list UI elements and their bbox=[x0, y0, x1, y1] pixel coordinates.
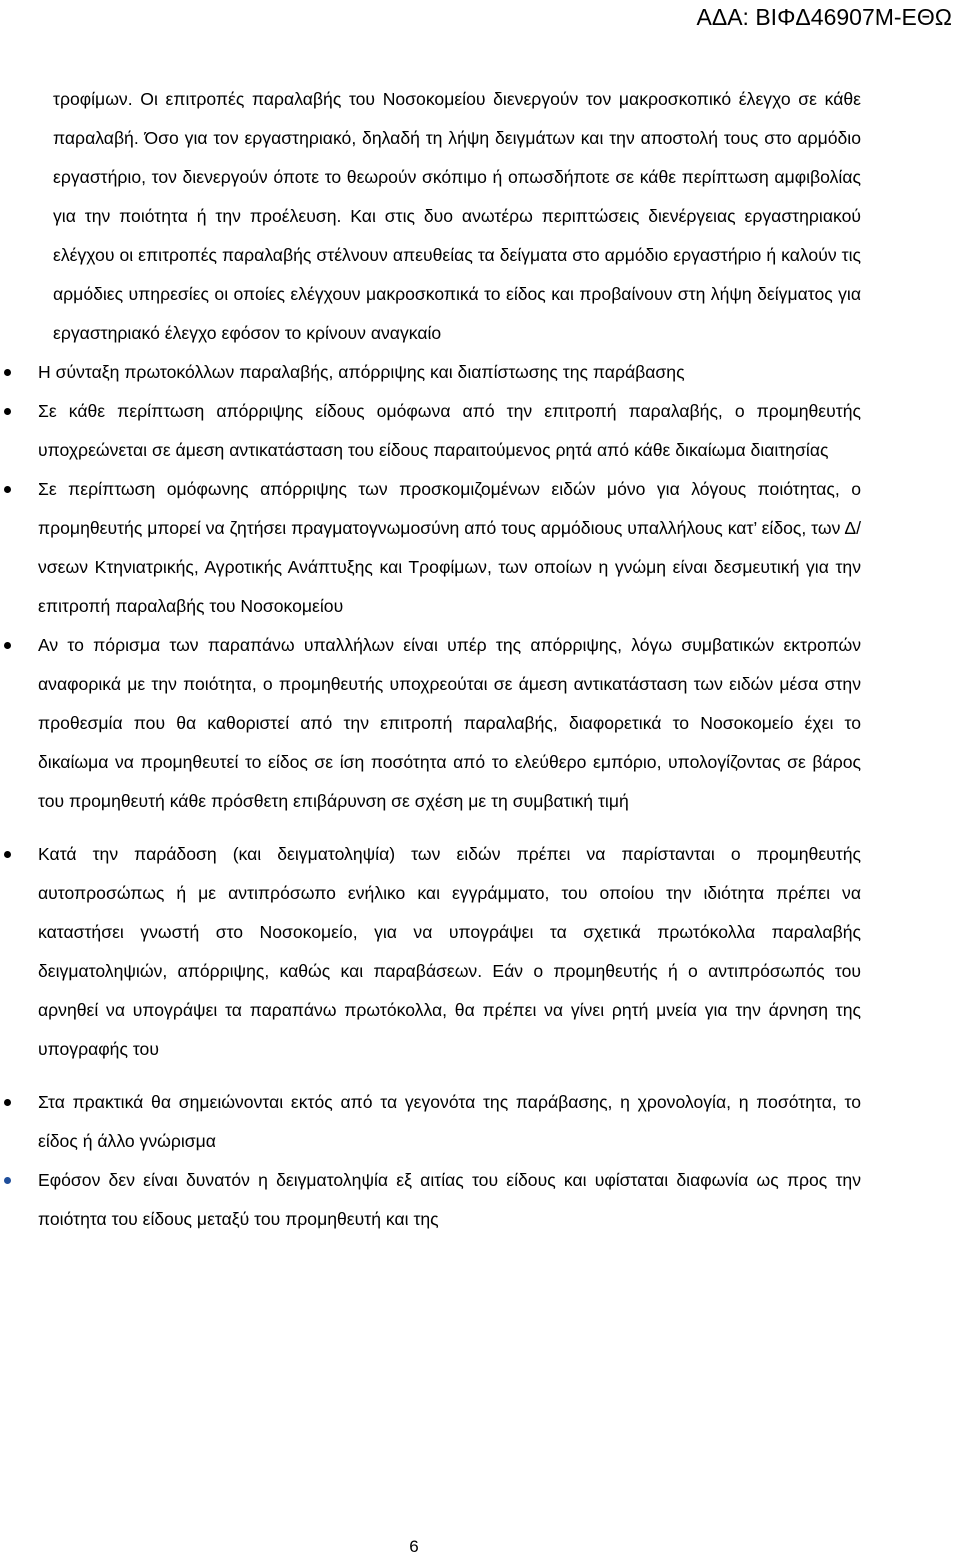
bullet-dot-icon bbox=[4, 369, 11, 376]
list-item-text: Εφόσον δεν είναι δυνατόν η δειγματοληψία εξ αιτίας του είδους και υφίσταται διαφωνία ως προς την ποιότητα του είδους μεταξύ του προμηθευτή και της bbox=[38, 1170, 861, 1229]
bullet-dot-icon bbox=[4, 851, 11, 858]
list-item bbox=[38, 353, 861, 392]
ada-code-header: ΑΔΑ: ΒΙΦΔ46907Μ-ΕΘΩ bbox=[696, 4, 952, 30]
list-item bbox=[38, 626, 861, 821]
bullet-dot-icon bbox=[4, 642, 11, 649]
bullet-dot-icon bbox=[4, 1177, 11, 1184]
list-item bbox=[38, 1161, 861, 1239]
bullet-dot-icon bbox=[4, 408, 11, 415]
page-number: 6 bbox=[409, 1537, 419, 1556]
bullet-list bbox=[0, 353, 960, 1239]
list-item-text: Σε περίπτωση ομόφωνης απόρριψης των προσκομιζομένων ειδών μόνο για λόγους ποιότητας, ο προμηθευτής μπορεί να ζητήσει πραγματογνωμοσύνη από τους αρμόδιους υπαλλήλους κατ’ είδος, των Δ/νσεων Κτηνιατρικής, Αγροτικής Ανάπτυξης και Τροφίμων, των οποίων η γνώμη είναι δεσμευτική για την επιτροπή παραλαβής του Νοσοκομείου bbox=[38, 479, 861, 616]
list-item bbox=[38, 470, 861, 626]
list-item-text: Η σύνταξη πρωτοκόλλων παραλαβής, απόρριψης και διαπίστωσης της παράβασης bbox=[38, 362, 685, 382]
list-item-text: Στα πρακτικά θα σημειώνονται εκτός από τα γεγονότα της παράβασης, η χρονολογία, η ποσότητα, το είδος ή άλλο γνώρισμα bbox=[38, 1092, 861, 1151]
list-item bbox=[38, 1083, 861, 1161]
list-item-text: Κατά την παράδοση (και δειγματοληψία) των ειδών πρέπει να παρίστανται ο προμηθευτής αυτοπροσώπως ή με αντιπρόσωπο ενήλικο και εγγράμματο, του οποίου την ιδιότητα πρέπει να καταστήσει γνωστή στο Νοσοκομείο, για να υπογράψει τα σχετικά πρωτόκολλα παραλαβής δειγματοληψιών, απόρριψης, καθώς και παραβάσεων. Εάν ο προμηθευτής ή ο αντιπρόσωπός του αρνηθεί να υπογράψει τα παραπάνω πρωτόκολλα, θα πρέπει να γίνει ρητή μνεία για την άρνηση της υπογραφής του bbox=[38, 844, 861, 1059]
document-body bbox=[0, 80, 960, 1239]
intro-paragraph: τροφίμων. Οι επιτροπές παραλαβής του Νοσοκομείου διενεργούν τον μακροσκοπικό έλεγχο σε κάθε παραλαβή. Όσο για τον εργαστηριακό, δηλαδή τη λήψη δειγμάτων και την αποστολή τους στο αρμόδιο εργαστήριο, τον διενεργούν όποτε το θεωρούν σκόπιμο ή οπωσδήποτε σε κάθε περίπτωση αμφιβολίας για την ποιότητα ή την προέλευση. Και στις δυο ανωτέρω περιπτώσεις διενέργειας εργαστηριακού ελέγχου οι επιτροπές παραλαβής στέλνουν απευθείας τα δείγματα στο αρμόδιο εργαστήριο ή καλούν τις αρμόδιες υπηρεσίες οι οποίες ελέγχουν μακροσκοπικά το είδος και προβαίνουν στη λήψη δείγματος για εργαστηριακό έλεγχο εφόσον το κρίνουν αναγκαίο bbox=[53, 89, 861, 343]
bullet-dot-icon bbox=[4, 1099, 11, 1106]
list-item bbox=[38, 835, 861, 1069]
list-item-text: Αν το πόρισμα των παραπάνω υπαλλήλων είναι υπέρ της απόρριψης, λόγω συμβατικών εκτροπών αναφορικά με την ποιότητα, ο προμηθευτής υποχρεούται σε άμεση αντικατάσταση των ειδών μέσα στην προθεσμία που θα καθοριστεί από την επιτροπή παραλαβής, διαφορετικά το Νοσοκομείο έχει το δικαίωμα να προμηθευτεί το είδος σε ίση ποσότητα από το ελεύθερο εμπόριο, υπολογίζοντας σε βάρος του προμηθευτή κάθε πρόσθετη επιβάρυνση σε σχέση με τη συμβατική τιμή bbox=[38, 635, 861, 811]
list-item-text: Σε κάθε περίπτωση απόρριψης είδους ομόφωνα από την επιτροπή παραλαβής, ο προμηθευτής υποχρεώνεται σε άμεση αντικατάσταση του είδους παραιτούμενος ρητά από κάθε δικαίωμα διαιτησίας bbox=[38, 401, 861, 460]
list-item bbox=[38, 392, 861, 470]
bullet-dot-icon bbox=[4, 486, 11, 493]
